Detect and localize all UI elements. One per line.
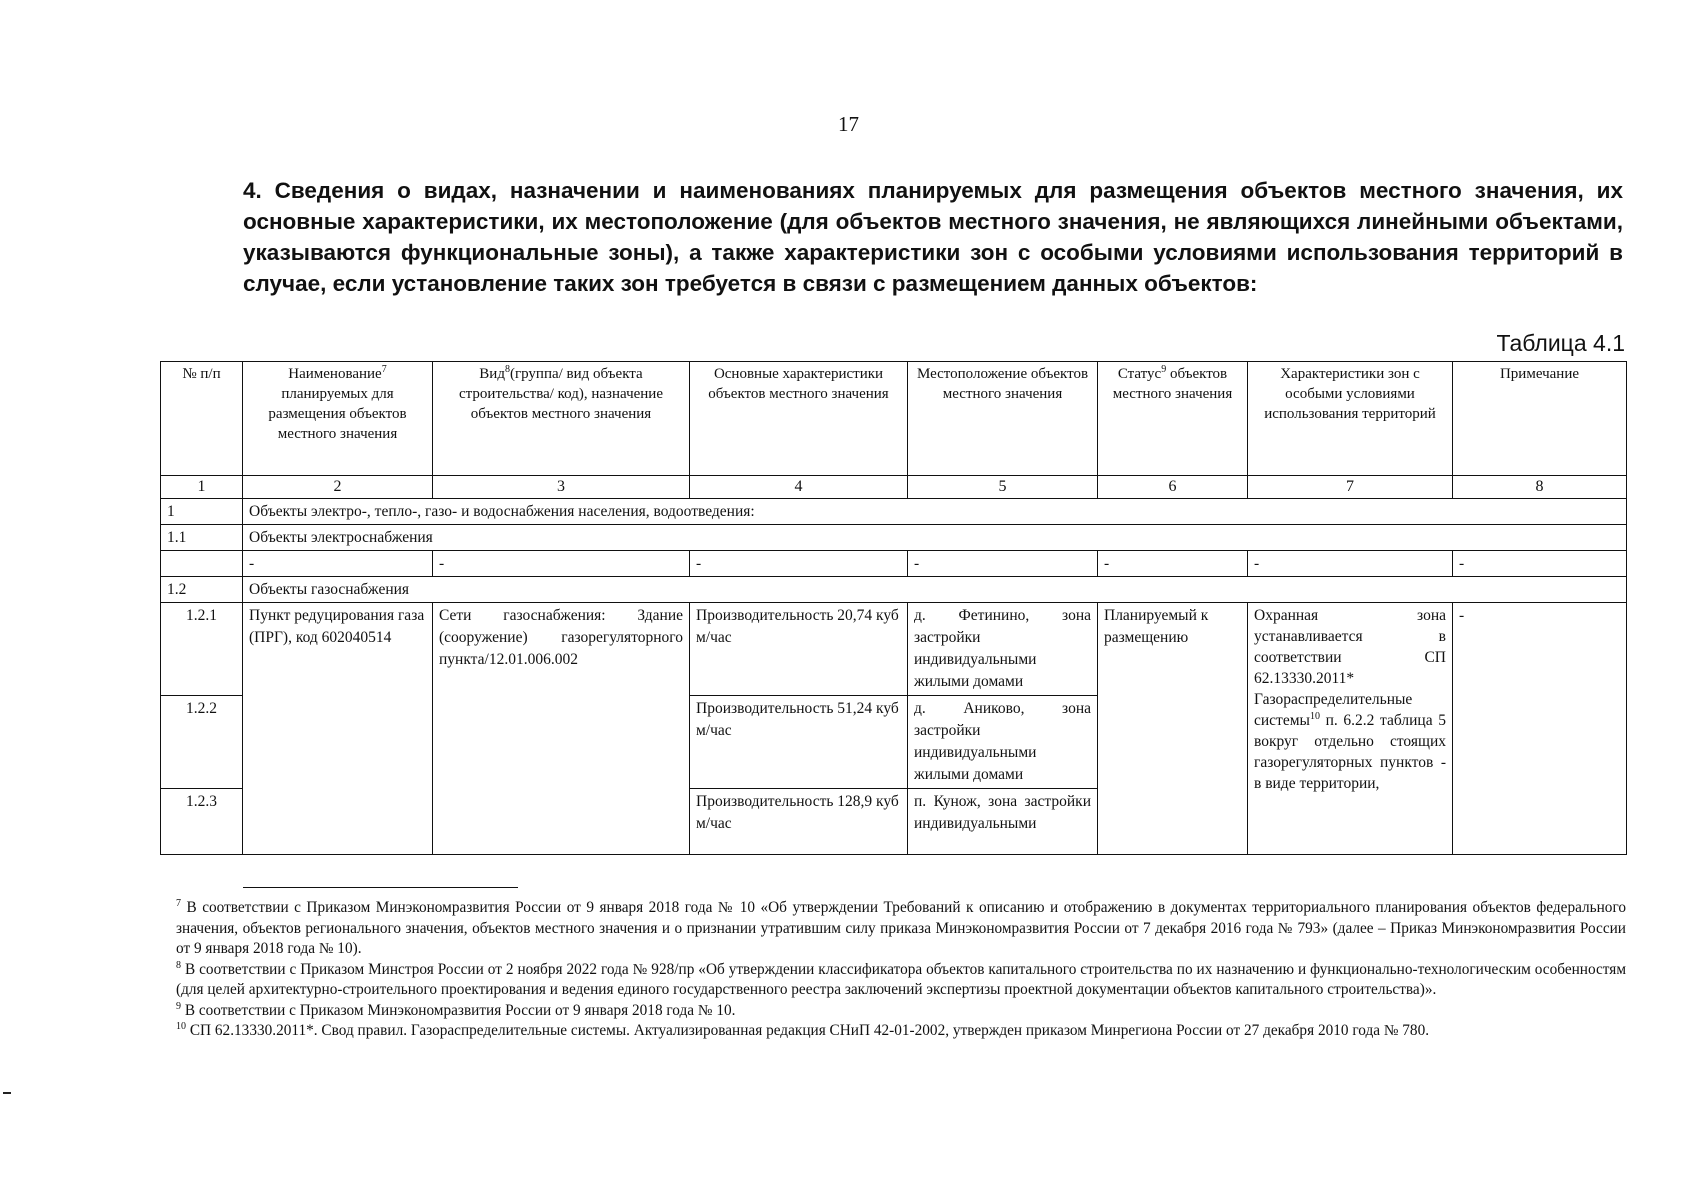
zone-text-rest: п. 6.2.2 таблица 5 вокруг отдельно стоящих газорегуляторных пунктов - в виде территории, xyxy=(1254,712,1447,792)
group-row-electricity xyxy=(161,525,1627,551)
footnote-marker: 7 xyxy=(176,897,181,909)
dash-cell: - xyxy=(1248,551,1453,577)
header-location xyxy=(908,362,1098,476)
group-title: Объекты газоснабжения xyxy=(243,577,1627,603)
header-status-rest: объектов местного значения xyxy=(1112,366,1233,402)
object-capacity: Производительность 128,9 куб м/час xyxy=(690,789,908,855)
header-name-text: Наименование xyxy=(288,366,382,382)
group-title: Объекты электро-, тепло-, газо- и водоснабжения населения, водоотведения: xyxy=(243,499,1627,525)
footnote-10 xyxy=(176,1021,1626,1042)
header-zones xyxy=(1248,362,1453,476)
header-name-rest: планируемых для размещения объектов местного значения xyxy=(268,386,407,442)
dash-cell: - xyxy=(1098,551,1248,577)
object-location: п. Кунож, зона застройки индивидуальными xyxy=(908,789,1098,855)
group-row-utilities xyxy=(161,499,1627,525)
header-characteristics-text: Основные характеристики объектов местного значения xyxy=(708,366,889,402)
footnote-8 xyxy=(176,960,1626,1001)
footnote-text: В соответствии с Приказом Минэкономразвития России от 9 января 2018 года № 10. xyxy=(184,1001,736,1019)
empty-cell xyxy=(161,551,243,577)
footnote-text: СП 62.13330.2011*. Свод правил. Газораспределительные системы. Актуализированная редакция СНиП 42-01-2002, утвержден приказом Минрегиона России от 27 декабря 2010 года № 780. xyxy=(189,1022,1430,1039)
column-number: 4 xyxy=(690,476,908,499)
row-number: 1.2.2 xyxy=(161,696,243,789)
objects-table xyxy=(160,361,1627,855)
object-name: Пункт редуцирования газа (ПРГ), код 602040514 xyxy=(243,603,433,855)
footnote-text: В соответствии с Приказом Минстроя России от 2 ноября 2022 года № 928/пр «Об утверждении классификатора объектов капитального строительства по их назначению и функционально-технологическим особенностям (для целей архитектурно-строительного проектирования и ведения единого государственного реестра заключений экспертизы проектной документации объектов капитального строительства)». xyxy=(176,960,1627,998)
header-type-rest: (группа/ вид объекта строительства/ код), назначение объектов местного значения xyxy=(459,366,663,422)
column-number: 8 xyxy=(1453,476,1627,499)
column-number: 3 xyxy=(433,476,690,499)
header-characteristics xyxy=(690,362,908,476)
header-type xyxy=(433,362,690,476)
column-number: 6 xyxy=(1098,476,1248,499)
header-type-text: Вид xyxy=(479,366,505,382)
header-zones-text: Характеристики зон с особыми условиями использования территорий xyxy=(1264,366,1436,422)
dash-cell: - xyxy=(690,551,908,577)
row-number: 1.2.3 xyxy=(161,789,243,855)
header-status xyxy=(1098,362,1248,476)
footnotes-divider xyxy=(243,887,518,888)
zone-text: Охранная зона устанавливается в соответствии СП 62.13330.2011* Газораспределительные системы xyxy=(1254,607,1446,729)
column-number: 2 xyxy=(243,476,433,499)
object-location: д. Фетинино, зона застройки индивидуальными жилыми домами xyxy=(908,603,1098,696)
zone-characteristics xyxy=(1248,603,1453,855)
header-status-text: Статус xyxy=(1117,366,1162,382)
object-capacity: Производительность 20,74 куб м/час xyxy=(690,603,908,696)
footnote-7 xyxy=(176,898,1626,960)
objects-table-container xyxy=(160,361,1626,848)
empty-row-electricity xyxy=(161,551,1627,577)
page-number: 17 xyxy=(838,112,859,136)
group-number: 1.1 xyxy=(161,525,243,551)
footnote-ref-7: 7 xyxy=(381,364,387,375)
column-number: 5 xyxy=(908,476,1098,499)
footnote-ref-8: 8 xyxy=(504,364,510,375)
header-note xyxy=(1453,362,1627,476)
dash-cell: - xyxy=(433,551,690,577)
footnote-marker: 8 xyxy=(176,959,181,971)
column-numbers-row xyxy=(161,476,1627,499)
scan-edge-mark xyxy=(3,1092,11,1094)
footnote-marker: 9 xyxy=(176,1000,181,1012)
object-type: Сети газоснабжения: Здание (сооружение) газорегуляторного пункта/12.01.006.002 xyxy=(433,603,690,855)
table-row xyxy=(161,603,1627,696)
group-number: 1.2 xyxy=(161,577,243,603)
header-location-text: Местоположение объектов местного значения xyxy=(916,366,1089,402)
footnote-ref-10: 10 xyxy=(1309,710,1320,722)
object-note: - xyxy=(1453,603,1627,855)
group-title: Объекты электроснабжения xyxy=(243,525,1627,551)
column-number: 1 xyxy=(161,476,243,499)
column-number: 7 xyxy=(1248,476,1453,499)
footnote-ref-9: 9 xyxy=(1161,364,1167,375)
header-number xyxy=(161,362,243,476)
footnote-marker: 10 xyxy=(176,1020,186,1032)
group-number: 1 xyxy=(161,499,243,525)
header-name xyxy=(243,362,433,476)
table-caption: Таблица 4.1 xyxy=(1496,330,1625,356)
dash-cell: - xyxy=(1453,551,1627,577)
header-number-text: № п/п xyxy=(182,366,221,382)
object-capacity: Производительность 51,24 куб м/час xyxy=(690,696,908,789)
dash-cell: - xyxy=(243,551,433,577)
footnote-9 xyxy=(176,1001,1626,1022)
header-note-text: Примечание xyxy=(1499,366,1580,382)
table-header-row xyxy=(161,362,1627,476)
object-location: д. Аниково, зона застройки индивидуальными жилыми домами xyxy=(908,696,1098,789)
footnote-text: В соответствии с Приказом Минэкономразвития России от 9 января 2018 года № 10 «Об утверждении Требований к описанию и отображению в документах территориального планирования объектов федерального значения, объектов регионального значения, объектов местного значения и о признании утратившим силу приказа Минэкономразвития России от 7 декабря 2016 года № 793» (далее – Приказ Минэкономразвития России от 9 января 2018 года № 10). xyxy=(176,899,1627,957)
row-number: 1.2.1 xyxy=(161,603,243,696)
object-status: Планируемый к размещению xyxy=(1098,603,1248,855)
footnotes xyxy=(176,898,1626,1042)
section-title: 4. Сведения о видах, назначении и наименованиях планируемых для размещения объектов местного значения, их основные характеристики, их местоположение (для объектов местного значения, не являющихся линейными объектами, указываются функциональные зоны), а также характеристики зон с особыми условиями использования территорий в случае, если установление таких зон требуется в связи с размещением данных объектов: xyxy=(243,178,1623,296)
dash-cell: - xyxy=(908,551,1098,577)
group-row-gas xyxy=(161,577,1627,603)
